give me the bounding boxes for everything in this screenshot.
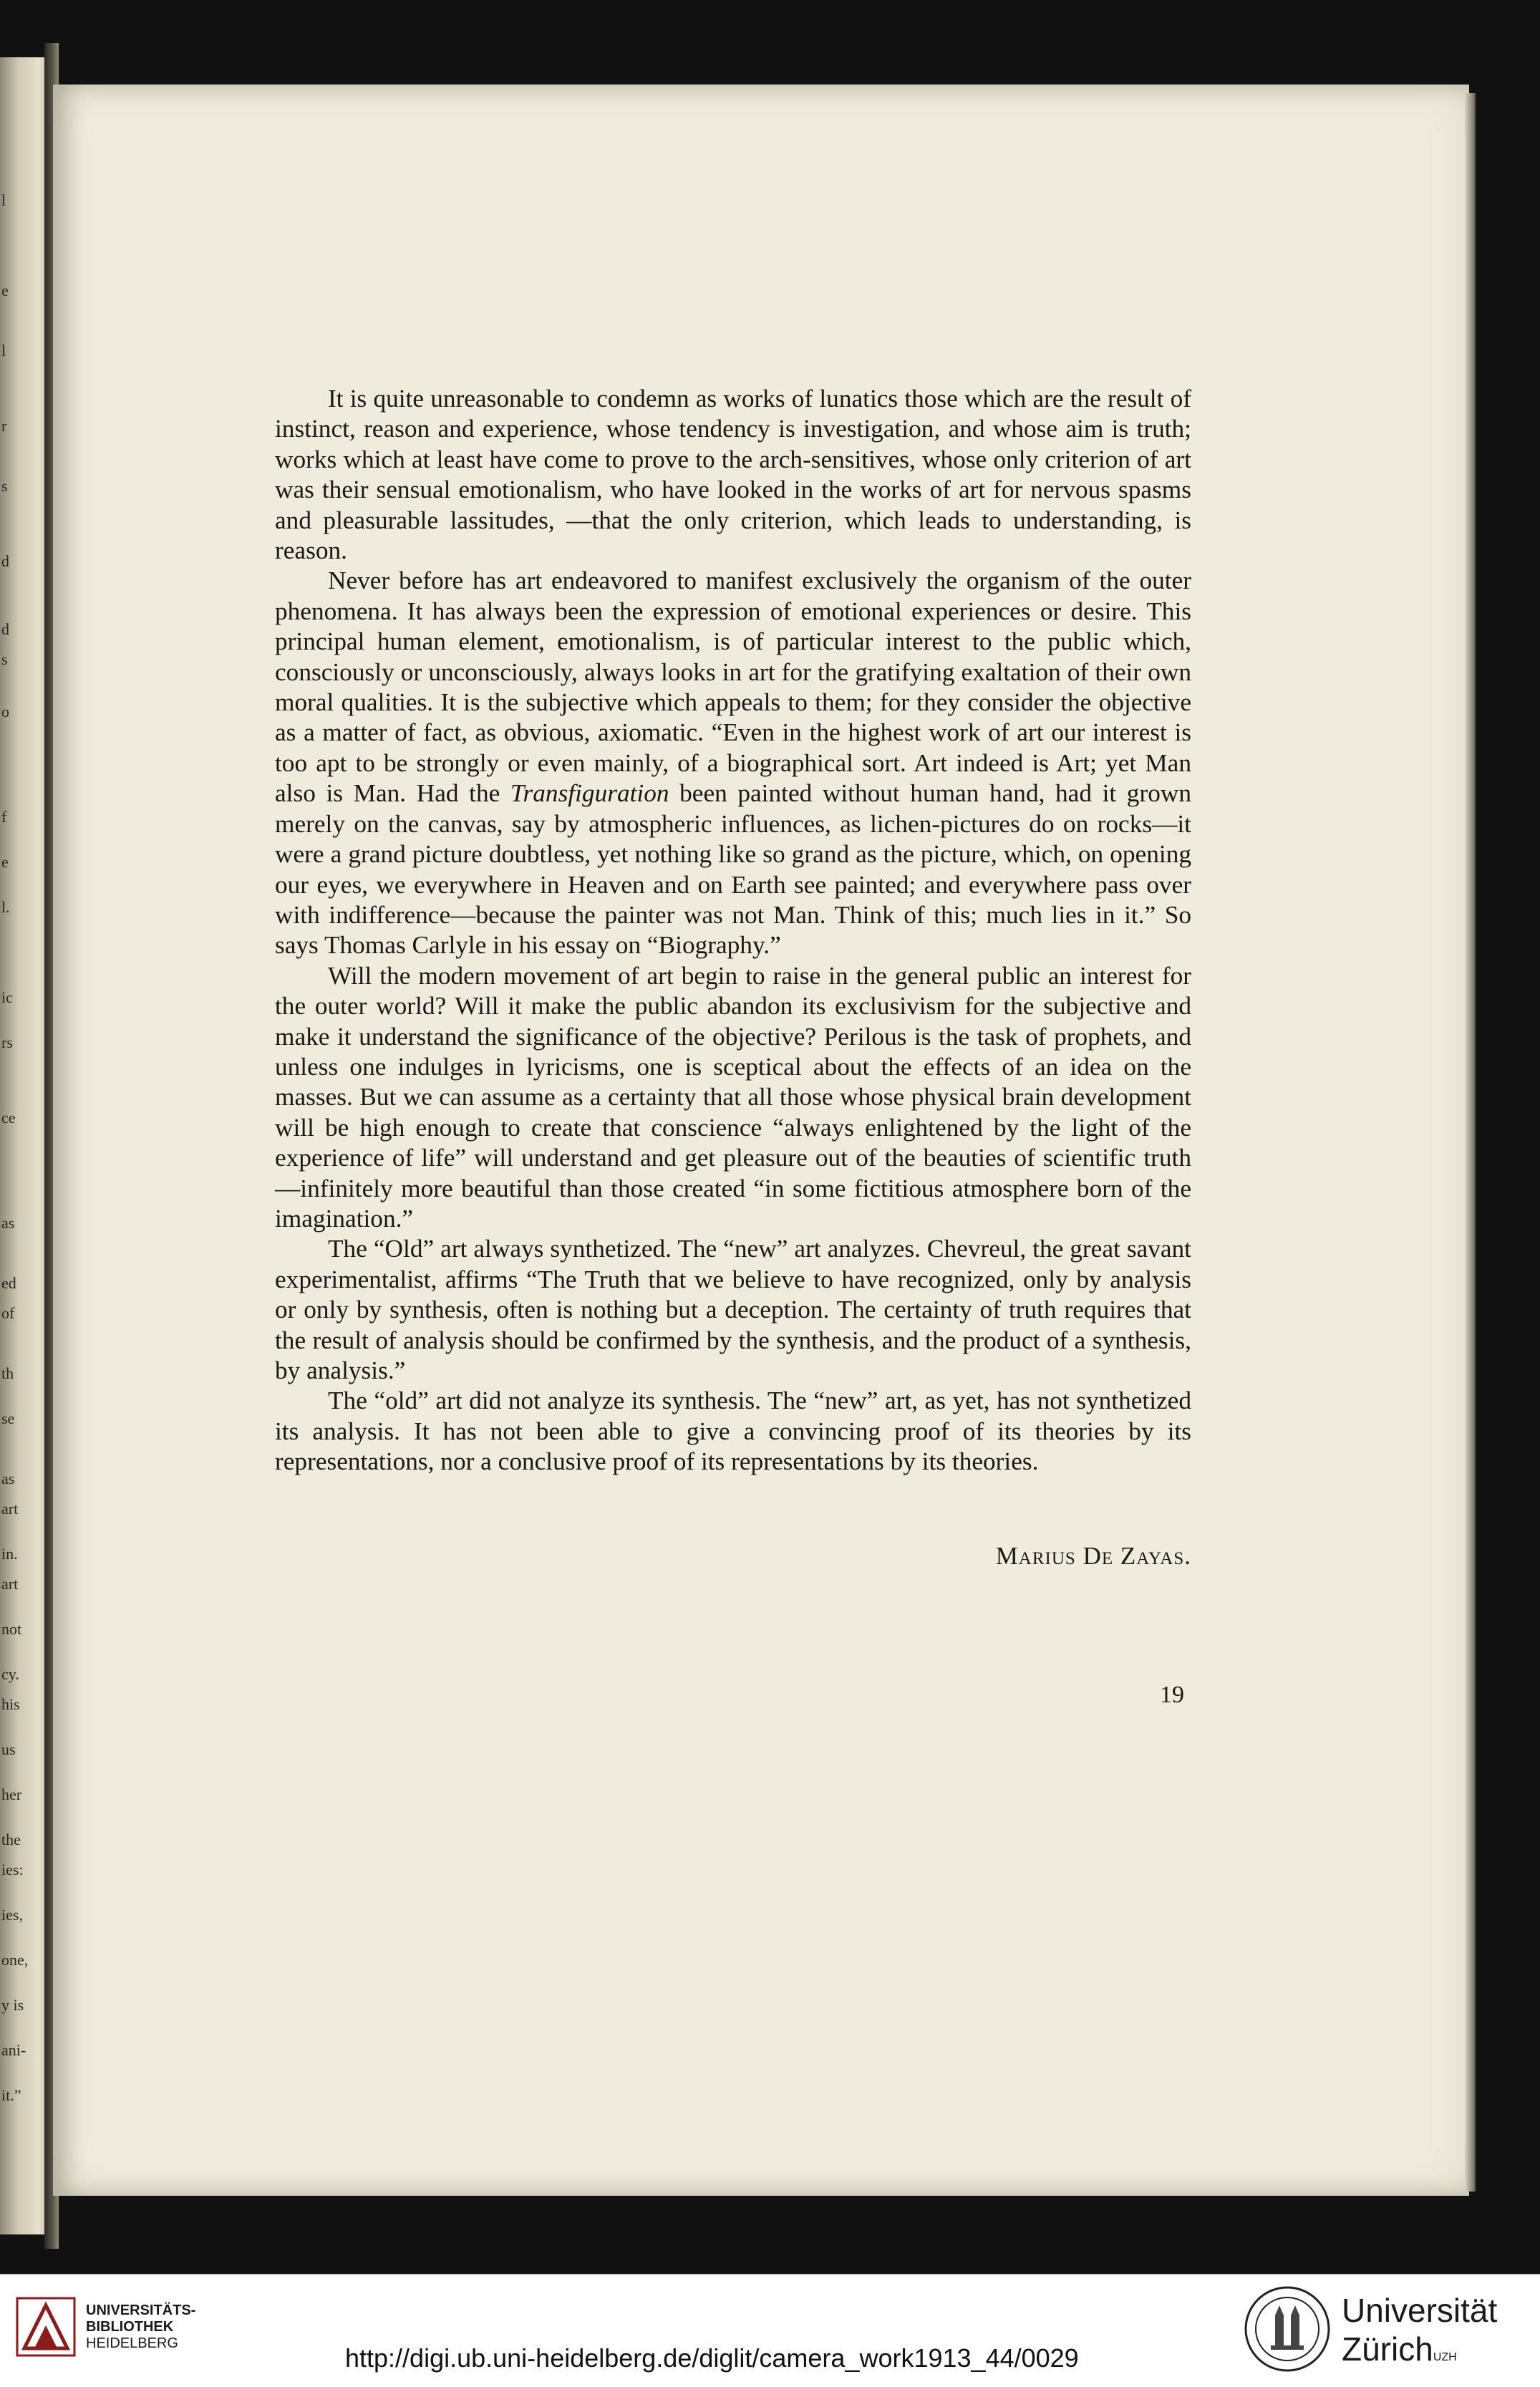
left-page-fragment: ies, [1, 1906, 23, 1924]
italic-title: Transfiguration [510, 779, 669, 808]
body-text [275, 384, 1191, 1477]
uzh-name-line-1: Universität [1342, 2292, 1498, 2329]
paragraph-2: Never before has art endeavored to manifest exclusively the organism of the outer phenomena. It has always been the expression of emotional experiences or desire. This principal human element, emotionalism, is of particular interest to the public which, consciously or unconsciously, always looks in art for the gratifying exaltation of their own moral qualities. It is the subjective which appeals to them; for they consider the objective as a matter of fact, as obvious, axiomatic. “Even in the highest work of art our interest is too apt to be strongly or even mainly, of a biographical sort. Art indeed is Art; yet Man also is Man. Had the Transfiguration been painted without human hand, had it grown merely on the canvas, say by atmospheric influences, as lichen-pictures do on rocks—it were a grand picture doubtless, yet nothing like so grand as the picture, which, on opening our eyes, we everywhere in Heaven and on Earth see painted; and everywhere pass over with indifference—because the painter was not Man. Think of this; much lies in it.” So says Thomas Carlyle in his essay on “Biography.” [275, 566, 1191, 960]
left-page-fragment: his [1, 1695, 20, 1713]
left-page-fragment: f [1, 808, 7, 826]
page [53, 85, 1469, 2196]
uzh-seal-icon[interactable] [1242, 2284, 1332, 2374]
left-page-fragment: art [1, 1575, 19, 1593]
left-page-fragment: ed [1, 1274, 16, 1292]
library-name-line-3: HEIDELBERG [86, 2335, 178, 2351]
permalink-url[interactable]: http://digi.ub.uni-heidelberg.de/diglit/camera_work1913_44/0029 [345, 2343, 1079, 2373]
left-page-fragment: cy. [1, 1665, 19, 1683]
left-page-fragment: art [1, 1500, 19, 1518]
left-page-fragment: as [1, 1214, 15, 1232]
paragraph-1: It is quite unreasonable to condemn as works of lunatics those which are the result of instinct, reason and experience, whose tendency is investigation, and whose aim is truth; works which at least have come to prove to the arch-sensitives, whose only criterion of art was their sensual emotionalism, who have looked in the works of art for nervous spasms and pleasurable lassitudes, —that the only criterion, which leads to understanding, is reason. [275, 385, 1191, 565]
left-page-fragment: l [1, 191, 6, 209]
paragraph-5: The “old” art did not analyze its synthesis. The “new” art, as yet, has not synthetized its analysis. It has not been able to give a convincing proof of its theories by its representations, nor a conclusive proof of its representations by its theories. [275, 1387, 1191, 1476]
left-page-fragment: s [1, 477, 8, 495]
viewer-footer [0, 2274, 1540, 2387]
left-page-fragment: r [1, 417, 7, 435]
left-page-fragment: o [1, 703, 9, 720]
uzh-name[interactable] [1342, 2291, 1497, 2368]
left-page-fragment: d [1, 619, 9, 638]
left-page-fragment: the [1, 1831, 21, 1848]
left-page-fragment: rs [1, 1033, 13, 1051]
uzh-zurich: Zürich [1342, 2330, 1433, 2368]
left-page-fragment: not [1, 1620, 22, 1638]
left-page-fragment: one, [1, 1951, 29, 1969]
library-name-line-2: BIBLIOTHEK [86, 2319, 174, 2335]
left-page-fragment: d [1, 552, 9, 570]
left-page-fragment: ic [1, 988, 13, 1006]
uzh-superscript: UZH [1433, 2351, 1457, 2363]
left-page-fragment: ies: [1, 1861, 24, 1879]
left-page-fragment: se [1, 1409, 15, 1427]
left-page-fragment: of [1, 1304, 15, 1322]
left-page-fragment: l [1, 342, 6, 360]
left-page-fragment: ce [1, 1109, 16, 1127]
left-page-fragment: her [1, 1785, 22, 1803]
library-name-line-1: UNIVERSITÄTS- [86, 2302, 196, 2318]
heidelberg-library-logo-icon[interactable] [14, 2295, 77, 2358]
paragraph-3: Will the modern movement of art begin to raise in the general public an interest for the outer world? Will it make the public abandon its exclusivism for the subjective and make it understand the significance of the objective? Perilous is the task of prophets, and unless one indulges in lyricisms, one is sceptical about the effects of an idea on the masses. But we can assume as a certainty that all those whose physical brain development will be high enough to create that conscience “always enlightened by the light of the experience of life” will understand and get pleasure out of the beauties of scientific truth—infinitely more beautiful than those created “in some fictitious atmosphere born of the imagination.” [275, 961, 1191, 1233]
paragraph-4: The “Old” art always synthetized. The “new” art analyzes. Chevreul, the great savant experimentalist, affirms “The Truth that we believe to have recognized, only by analysis or only by synthesis, often is nothing but a deception. The certainty of truth requires that the result of analysis should be confirmed by the synthesis, and the product of a synthesis, by analysis.” [275, 1235, 1191, 1384]
left-page-fragment: s [1, 650, 8, 668]
author-signature: Marius De Zayas. [995, 1542, 1191, 1570]
page-edge-right [1465, 93, 1476, 2191]
library-name[interactable] [86, 2302, 195, 2352]
left-page-fragment: ani- [1, 2041, 26, 2059]
left-page-fragment: y is [1, 1996, 24, 2014]
left-page-fragment: us [1, 1740, 16, 1758]
uzh-name-line-2 [1342, 2330, 1497, 2368]
left-page-fragment: e [1, 853, 9, 871]
left-page-fragment: in. [1, 1545, 18, 1563]
page-number: 19 [1160, 1682, 1184, 1708]
left-page-fragment: as [1, 1470, 15, 1487]
left-page-fragment: it.” [1, 2086, 21, 2104]
left-page-fragment: e [1, 281, 9, 299]
left-page-fragment: l. [1, 898, 10, 916]
left-page-fragment: th [1, 1364, 14, 1382]
